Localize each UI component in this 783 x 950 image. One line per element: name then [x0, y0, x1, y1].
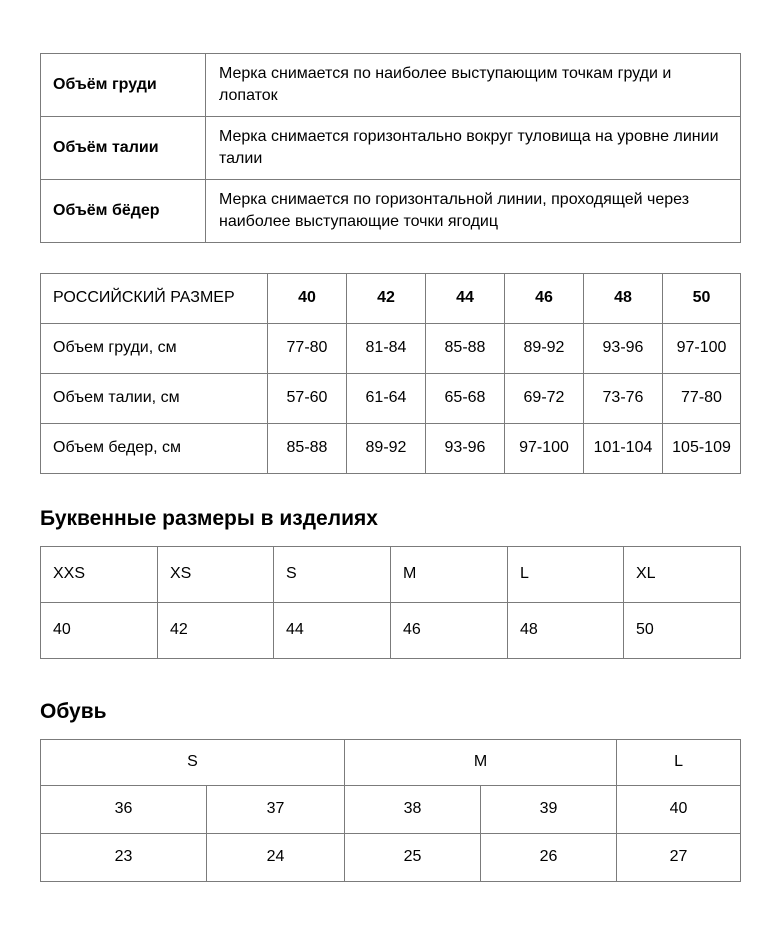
- numeric-size-cell: 50: [624, 603, 741, 659]
- measure-description-waist: Мерка снимается горизонтально вокруг туловища на уровне линии талии: [206, 117, 741, 180]
- shoe-eu-size-cell: 36: [41, 786, 207, 834]
- measure-description-chest: Мерка снимается по наиболее выступающим точкам груди и лопаток: [206, 54, 741, 117]
- chest-range-cell: 89-92: [505, 324, 584, 374]
- size-column-header: 50: [663, 274, 741, 324]
- table-header-row: [41, 740, 741, 786]
- waist-range-cell: 65-68: [426, 374, 505, 424]
- shoe-size-table: [40, 739, 741, 882]
- hips-range-cell: 89-92: [347, 424, 426, 474]
- shoe-cm-size-cell: 26: [481, 834, 617, 882]
- chest-range-cell: 93-96: [584, 324, 663, 374]
- row-label-hips: Объем бедер, см: [41, 424, 268, 474]
- measurement-definitions-table: [40, 53, 741, 243]
- letter-size-cell: M: [391, 547, 508, 603]
- shoe-eu-size-cell: 37: [207, 786, 345, 834]
- size-column-header: 40: [268, 274, 347, 324]
- letter-size-cell: XS: [158, 547, 274, 603]
- russian-size-header-label: РОССИЙСКИЙ РАЗМЕР: [41, 274, 268, 324]
- letter-size-table: [40, 546, 741, 659]
- russian-size-table: [40, 273, 741, 474]
- chest-range-cell: 85-88: [426, 324, 505, 374]
- measure-label-chest: Объём груди: [41, 54, 206, 117]
- numeric-size-cell: 44: [274, 603, 391, 659]
- table-row: [41, 834, 741, 882]
- table-row: [41, 180, 741, 243]
- waist-range-cell: 77-80: [663, 374, 741, 424]
- numeric-size-cell: 48: [508, 603, 624, 659]
- row-label-waist: Объем талии, см: [41, 374, 268, 424]
- letter-size-cell: XXS: [41, 547, 158, 603]
- hips-range-cell: 93-96: [426, 424, 505, 474]
- hips-range-cell: 105-109: [663, 424, 741, 474]
- numeric-size-cell: 46: [391, 603, 508, 659]
- letter-sizes-heading: Буквенные размеры в изделиях: [40, 507, 378, 530]
- letter-size-cell: XL: [624, 547, 741, 603]
- measure-label-waist: Объём талии: [41, 117, 206, 180]
- hips-range-cell: 97-100: [505, 424, 584, 474]
- hips-range-cell: 101-104: [584, 424, 663, 474]
- size-column-header: 48: [584, 274, 663, 324]
- shoe-eu-size-cell: 39: [481, 786, 617, 834]
- table-row: [41, 324, 741, 374]
- waist-range-cell: 69-72: [505, 374, 584, 424]
- size-column-header: 42: [347, 274, 426, 324]
- shoes-heading: Обувь: [40, 700, 107, 723]
- chest-range-cell: 81-84: [347, 324, 426, 374]
- table-row: [41, 603, 741, 659]
- waist-range-cell: 57-60: [268, 374, 347, 424]
- table-row: [41, 54, 741, 117]
- waist-range-cell: 73-76: [584, 374, 663, 424]
- chest-range-cell: 97-100: [663, 324, 741, 374]
- table-row: [41, 786, 741, 834]
- numeric-size-cell: 42: [158, 603, 274, 659]
- shoe-group-header-l: L: [617, 740, 741, 786]
- size-column-header: 44: [426, 274, 505, 324]
- letter-size-cell: S: [274, 547, 391, 603]
- table-row: [41, 424, 741, 474]
- shoe-group-header-m: M: [345, 740, 617, 786]
- table-row: [41, 117, 741, 180]
- measure-label-hips: Объём бёдер: [41, 180, 206, 243]
- shoe-eu-size-cell: 40: [617, 786, 741, 834]
- measure-description-hips: Мерка снимается по горизонтальной линии, проходящей через наиболее выступающие точки ягодиц: [206, 180, 741, 243]
- waist-range-cell: 61-64: [347, 374, 426, 424]
- shoe-cm-size-cell: 25: [345, 834, 481, 882]
- shoe-cm-size-cell: 23: [41, 834, 207, 882]
- shoe-cm-size-cell: 24: [207, 834, 345, 882]
- chest-range-cell: 77-80: [268, 324, 347, 374]
- hips-range-cell: 85-88: [268, 424, 347, 474]
- table-header-row: [41, 547, 741, 603]
- size-column-header: 46: [505, 274, 584, 324]
- row-label-chest: Объем груди, см: [41, 324, 268, 374]
- table-header-row: [41, 274, 741, 324]
- shoe-eu-size-cell: 38: [345, 786, 481, 834]
- shoe-cm-size-cell: 27: [617, 834, 741, 882]
- letter-size-cell: L: [508, 547, 624, 603]
- numeric-size-cell: 40: [41, 603, 158, 659]
- shoe-group-header-s: S: [41, 740, 345, 786]
- table-row: [41, 374, 741, 424]
